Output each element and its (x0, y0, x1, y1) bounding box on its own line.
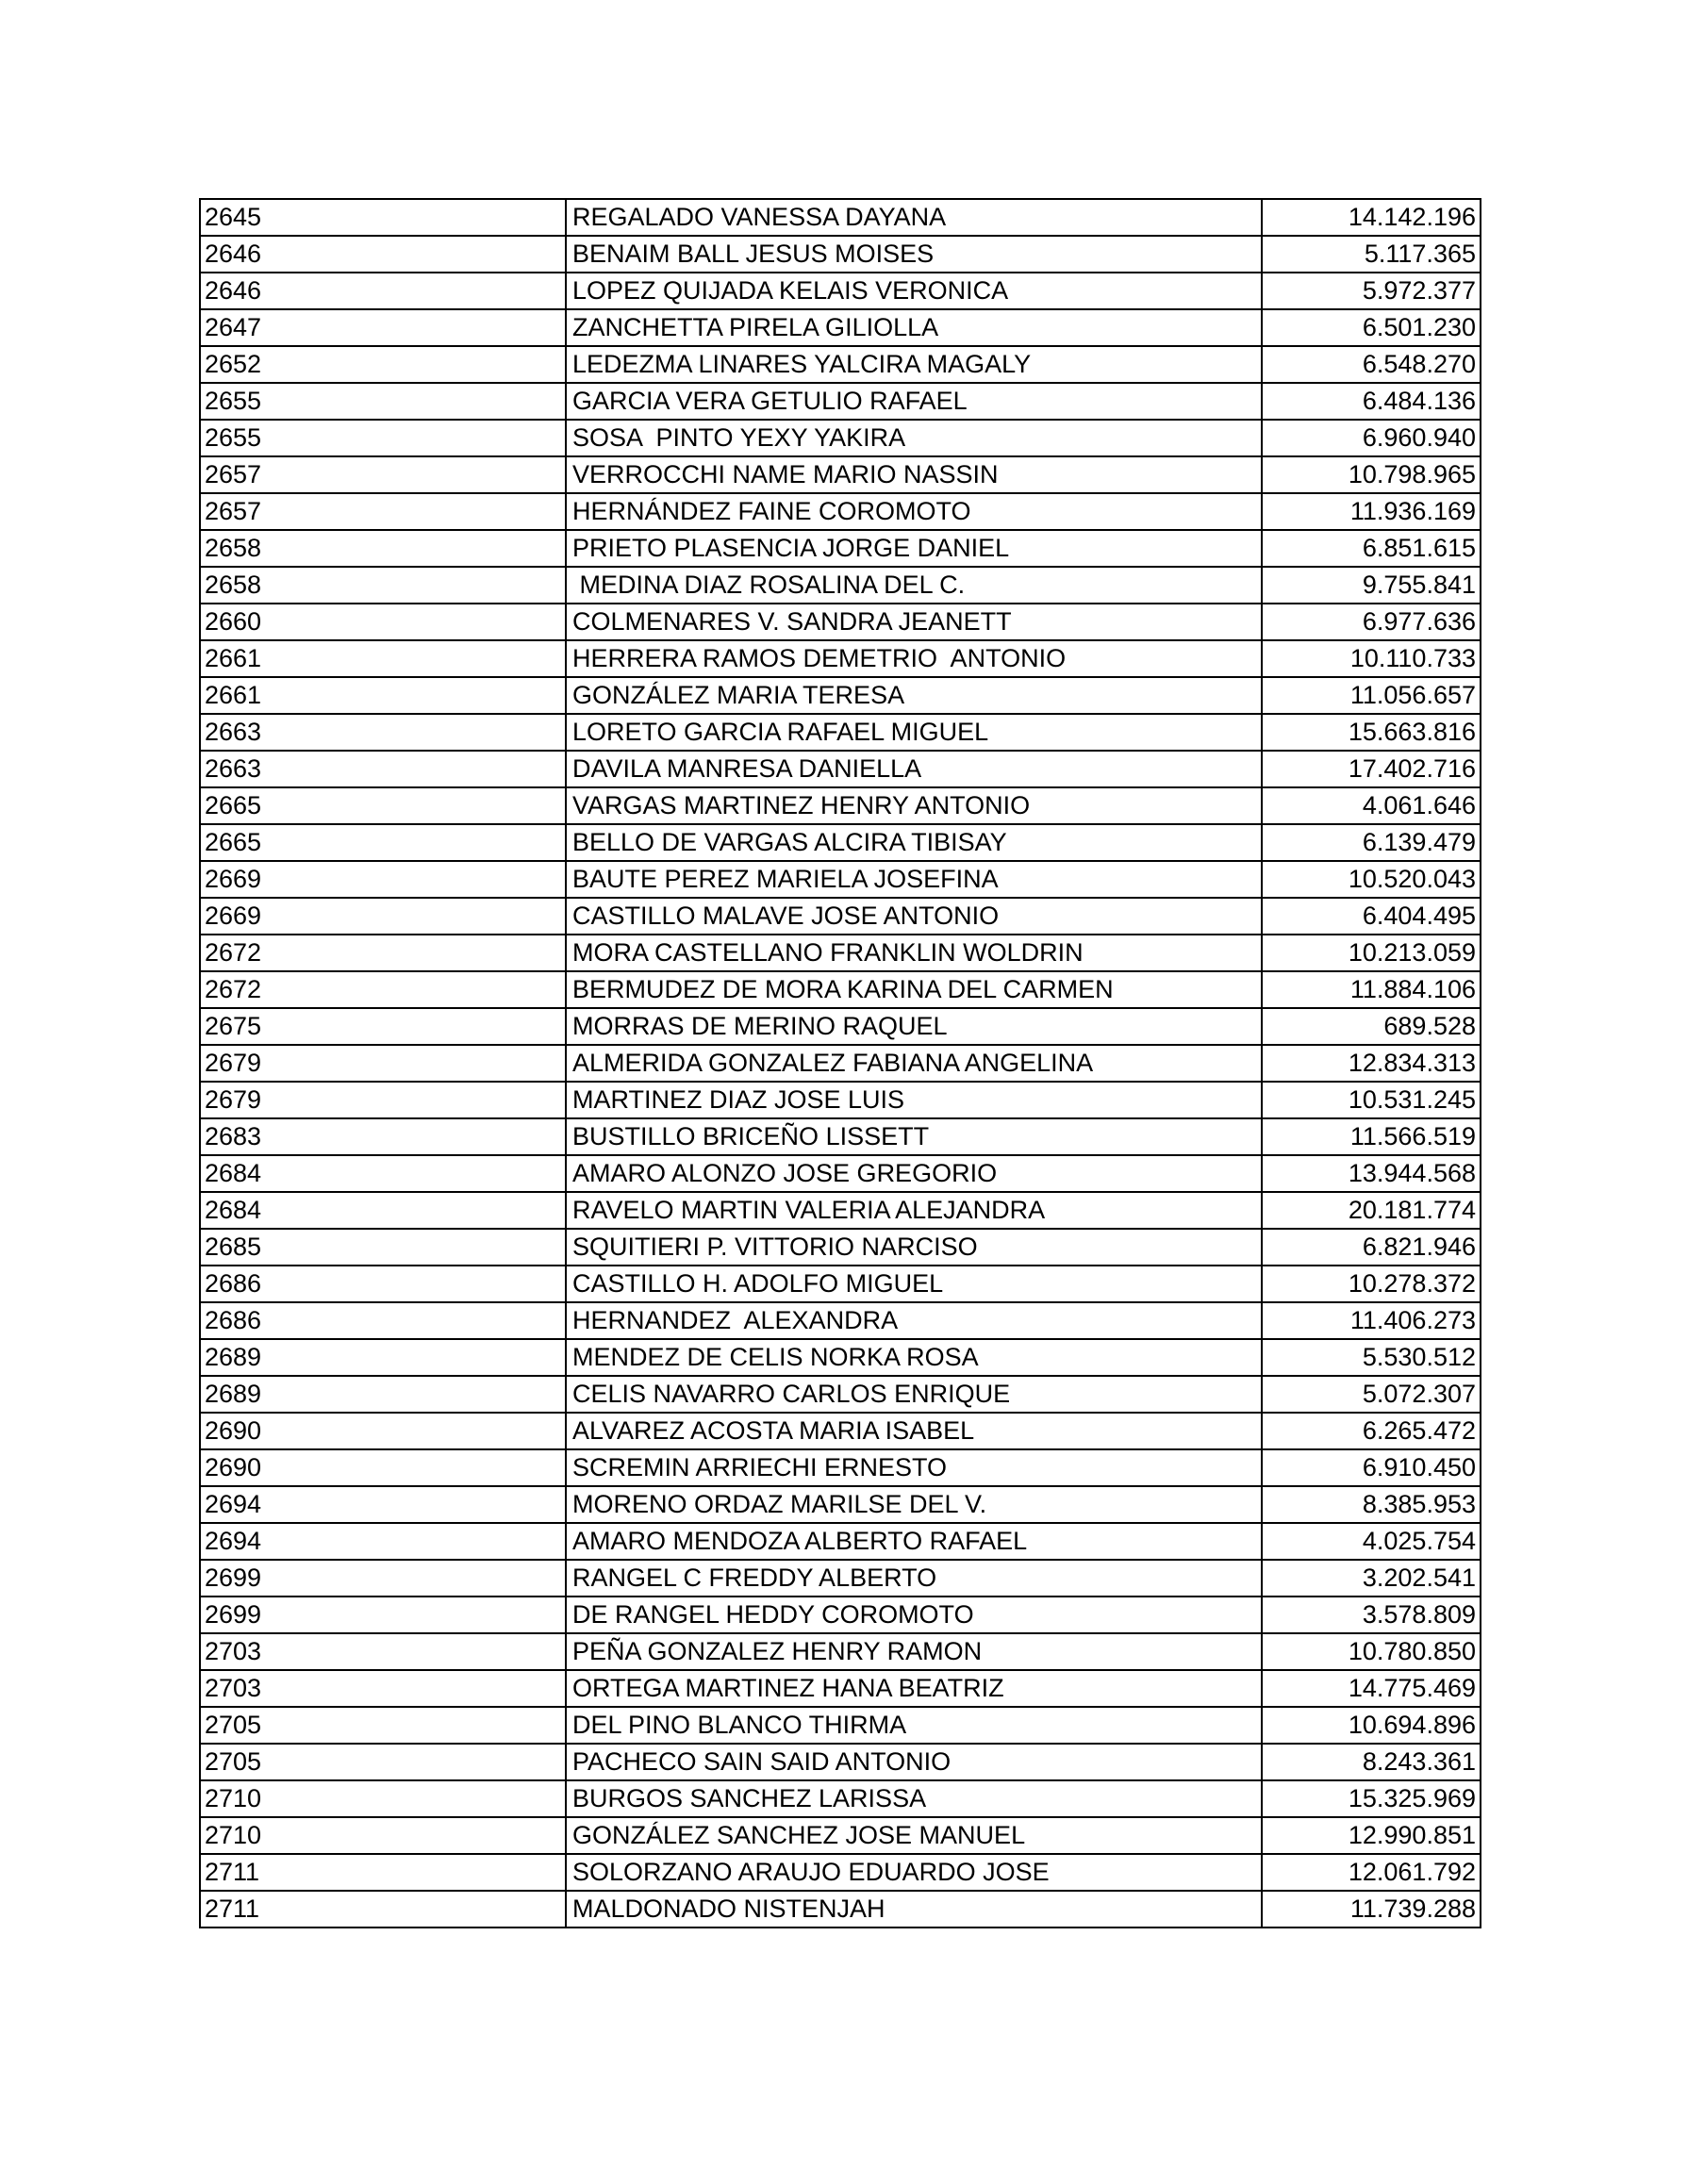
name-cell: SCREMIN ARRIECHI ERNESTO (566, 1449, 1262, 1486)
code-cell: 2645 (200, 199, 566, 236)
name-cell: MEDINA DIAZ ROSALINA DEL C. (566, 567, 1262, 604)
amount-cell: 8.385.953 (1262, 1486, 1481, 1523)
name-cell: COLMENARES V. SANDRA JEANETT (566, 604, 1262, 640)
name-cell: CELIS NAVARRO CARLOS ENRIQUE (566, 1376, 1262, 1413)
code-cell: 2710 (200, 1780, 566, 1817)
data-table (199, 198, 1481, 1928)
name-cell: SOSA PINTO YEXY YAKIRA (566, 420, 1262, 456)
name-cell: PRIETO PLASENCIA JORGE DANIEL (566, 530, 1262, 567)
code-cell: 2686 (200, 1302, 566, 1339)
name-cell: DEL PINO BLANCO THIRMA (566, 1707, 1262, 1744)
code-cell: 2663 (200, 751, 566, 787)
table-row (200, 273, 1481, 309)
table-row (200, 787, 1481, 824)
amount-cell: 6.977.636 (1262, 604, 1481, 640)
name-cell: LOPEZ QUIJADA KELAIS VERONICA (566, 273, 1262, 309)
name-cell: BAUTE PEREZ MARIELA JOSEFINA (566, 861, 1262, 898)
amount-cell: 15.325.969 (1262, 1780, 1481, 1817)
name-cell: ZANCHETTA PIRELA GILIOLLA (566, 309, 1262, 346)
code-cell: 2683 (200, 1118, 566, 1155)
amount-cell: 6.821.946 (1262, 1229, 1481, 1266)
table-row (200, 714, 1481, 751)
table-row (200, 1045, 1481, 1082)
amount-cell: 4.025.754 (1262, 1523, 1481, 1560)
amount-cell: 8.243.361 (1262, 1744, 1481, 1780)
amount-cell: 9.755.841 (1262, 567, 1481, 604)
name-cell: BENAIM BALL JESUS MOISES (566, 236, 1262, 273)
table-row (200, 1707, 1481, 1744)
amount-cell: 15.663.816 (1262, 714, 1481, 751)
table-row (200, 1817, 1481, 1854)
table-row (200, 346, 1481, 383)
table-row (200, 567, 1481, 604)
amount-cell: 6.851.615 (1262, 530, 1481, 567)
table-row (200, 456, 1481, 493)
table-row (200, 199, 1481, 236)
table-row (200, 1302, 1481, 1339)
code-cell: 2684 (200, 1155, 566, 1192)
name-cell: VARGAS MARTINEZ HENRY ANTONIO (566, 787, 1262, 824)
name-cell: GONZÁLEZ MARIA TERESA (566, 677, 1262, 714)
code-cell: 2661 (200, 677, 566, 714)
name-cell: MENDEZ DE CELIS NORKA ROSA (566, 1339, 1262, 1376)
table-row (200, 1155, 1481, 1192)
code-cell: 2647 (200, 309, 566, 346)
code-cell: 2689 (200, 1376, 566, 1413)
name-cell: HERNÁNDEZ FAINE COROMOTO (566, 493, 1262, 530)
amount-cell: 10.110.733 (1262, 640, 1481, 677)
amount-cell: 11.739.288 (1262, 1891, 1481, 1928)
amount-cell: 6.501.230 (1262, 309, 1481, 346)
table-row (200, 1376, 1481, 1413)
amount-cell: 5.072.307 (1262, 1376, 1481, 1413)
code-cell: 2657 (200, 456, 566, 493)
code-cell: 2669 (200, 861, 566, 898)
amount-cell: 10.798.965 (1262, 456, 1481, 493)
code-cell: 2703 (200, 1633, 566, 1670)
amount-cell: 11.056.657 (1262, 677, 1481, 714)
code-cell: 2694 (200, 1523, 566, 1560)
code-cell: 2710 (200, 1817, 566, 1854)
table-row (200, 898, 1481, 935)
amount-cell: 6.139.479 (1262, 824, 1481, 861)
code-cell: 2665 (200, 787, 566, 824)
table-row (200, 420, 1481, 456)
table-row (200, 751, 1481, 787)
name-cell: ORTEGA MARTINEZ HANA BEATRIZ (566, 1670, 1262, 1707)
name-cell: RANGEL C FREDDY ALBERTO (566, 1560, 1262, 1597)
name-cell: PEÑA GONZALEZ HENRY RAMON (566, 1633, 1262, 1670)
amount-cell: 10.694.896 (1262, 1707, 1481, 1744)
table-row (200, 935, 1481, 971)
name-cell: CASTILLO H. ADOLFO MIGUEL (566, 1266, 1262, 1302)
name-cell: HERNANDEZ ALEXANDRA (566, 1302, 1262, 1339)
code-cell: 2661 (200, 640, 566, 677)
code-cell: 2658 (200, 567, 566, 604)
name-cell: LEDEZMA LINARES YALCIRA MAGALY (566, 346, 1262, 383)
name-cell: ALVAREZ ACOSTA MARIA ISABEL (566, 1413, 1262, 1449)
code-cell: 2672 (200, 971, 566, 1008)
amount-cell: 6.548.270 (1262, 346, 1481, 383)
amount-cell: 17.402.716 (1262, 751, 1481, 787)
code-cell: 2699 (200, 1560, 566, 1597)
name-cell: GONZÁLEZ SANCHEZ JOSE MANUEL (566, 1817, 1262, 1854)
name-cell: ALMERIDA GONZALEZ FABIANA ANGELINA (566, 1045, 1262, 1082)
table-row (200, 1744, 1481, 1780)
amount-cell: 6.404.495 (1262, 898, 1481, 935)
table-row (200, 1192, 1481, 1229)
amount-cell: 11.566.519 (1262, 1118, 1481, 1155)
amount-cell: 11.406.273 (1262, 1302, 1481, 1339)
amount-cell: 5.972.377 (1262, 273, 1481, 309)
name-cell: MALDONADO NISTENJAH (566, 1891, 1262, 1928)
name-cell: REGALADO VANESSA DAYANA (566, 199, 1262, 236)
table-body (200, 199, 1481, 1928)
amount-cell: 14.142.196 (1262, 199, 1481, 236)
table-row (200, 1008, 1481, 1045)
code-cell: 2657 (200, 493, 566, 530)
code-cell: 2699 (200, 1597, 566, 1633)
code-cell: 2675 (200, 1008, 566, 1045)
table-row (200, 640, 1481, 677)
table-row (200, 1523, 1481, 1560)
amount-cell: 689.528 (1262, 1008, 1481, 1045)
table-row (200, 971, 1481, 1008)
table-row (200, 604, 1481, 640)
code-cell: 2646 (200, 273, 566, 309)
table-row (200, 309, 1481, 346)
table-row (200, 1486, 1481, 1523)
table-row (200, 236, 1481, 273)
amount-cell: 12.061.792 (1262, 1854, 1481, 1891)
code-cell: 2672 (200, 935, 566, 971)
amount-cell: 3.202.541 (1262, 1560, 1481, 1597)
table-row (200, 1670, 1481, 1707)
code-cell: 2655 (200, 420, 566, 456)
table-row (200, 1229, 1481, 1266)
table-row (200, 1339, 1481, 1376)
amount-cell: 12.990.851 (1262, 1817, 1481, 1854)
name-cell: MORA CASTELLANO FRANKLIN WOLDRIN (566, 935, 1262, 971)
amount-cell: 6.265.472 (1262, 1413, 1481, 1449)
name-cell: MORRAS DE MERINO RAQUEL (566, 1008, 1262, 1045)
code-cell: 2711 (200, 1854, 566, 1891)
name-cell: VERROCCHI NAME MARIO NASSIN (566, 456, 1262, 493)
code-cell: 2658 (200, 530, 566, 567)
table-row (200, 677, 1481, 714)
name-cell: HERRERA RAMOS DEMETRIO ANTONIO (566, 640, 1262, 677)
table-row (200, 1266, 1481, 1302)
table-row (200, 493, 1481, 530)
name-cell: GARCIA VERA GETULIO RAFAEL (566, 383, 1262, 420)
table-row (200, 383, 1481, 420)
code-cell: 2660 (200, 604, 566, 640)
name-cell: BERMUDEZ DE MORA KARINA DEL CARMEN (566, 971, 1262, 1008)
table-row (200, 1597, 1481, 1633)
code-cell: 2686 (200, 1266, 566, 1302)
amount-cell: 12.834.313 (1262, 1045, 1481, 1082)
table-row (200, 1633, 1481, 1670)
name-cell: LORETO GARCIA RAFAEL MIGUEL (566, 714, 1262, 751)
name-cell: BELLO DE VARGAS ALCIRA TIBISAY (566, 824, 1262, 861)
code-cell: 2669 (200, 898, 566, 935)
name-cell: SOLORZANO ARAUJO EDUARDO JOSE (566, 1854, 1262, 1891)
amount-cell: 6.960.940 (1262, 420, 1481, 456)
code-cell: 2711 (200, 1891, 566, 1928)
table-row (200, 824, 1481, 861)
amount-cell: 10.520.043 (1262, 861, 1481, 898)
table-row (200, 530, 1481, 567)
code-cell: 2705 (200, 1744, 566, 1780)
code-cell: 2690 (200, 1413, 566, 1449)
name-cell: BURGOS SANCHEZ LARISSA (566, 1780, 1262, 1817)
amount-cell: 10.531.245 (1262, 1082, 1481, 1118)
name-cell: DE RANGEL HEDDY COROMOTO (566, 1597, 1262, 1633)
table-row (200, 1118, 1481, 1155)
amount-cell: 11.884.106 (1262, 971, 1481, 1008)
amount-cell: 4.061.646 (1262, 787, 1481, 824)
name-cell: SQUITIERI P. VITTORIO NARCISO (566, 1229, 1262, 1266)
table-row (200, 1413, 1481, 1449)
amount-cell: 14.775.469 (1262, 1670, 1481, 1707)
code-cell: 2655 (200, 383, 566, 420)
amount-cell: 20.181.774 (1262, 1192, 1481, 1229)
name-cell: AMARO ALONZO JOSE GREGORIO (566, 1155, 1262, 1192)
table-row (200, 861, 1481, 898)
name-cell: PACHECO SAIN SAID ANTONIO (566, 1744, 1262, 1780)
amount-cell: 10.780.850 (1262, 1633, 1481, 1670)
code-cell: 2689 (200, 1339, 566, 1376)
amount-cell: 6.910.450 (1262, 1449, 1481, 1486)
name-cell: DAVILA MANRESA DANIELLA (566, 751, 1262, 787)
code-cell: 2665 (200, 824, 566, 861)
amount-cell: 3.578.809 (1262, 1597, 1481, 1633)
amount-cell: 5.117.365 (1262, 236, 1481, 273)
code-cell: 2685 (200, 1229, 566, 1266)
table-row (200, 1854, 1481, 1891)
table-row (200, 1891, 1481, 1928)
amount-cell: 11.936.169 (1262, 493, 1481, 530)
code-cell: 2703 (200, 1670, 566, 1707)
code-cell: 2663 (200, 714, 566, 751)
name-cell: MARTINEZ DIAZ JOSE LUIS (566, 1082, 1262, 1118)
name-cell: BUSTILLO BRICEÑO LISSETT (566, 1118, 1262, 1155)
table-row (200, 1082, 1481, 1118)
code-cell: 2652 (200, 346, 566, 383)
code-cell: 2694 (200, 1486, 566, 1523)
code-cell: 2684 (200, 1192, 566, 1229)
amount-cell: 10.278.372 (1262, 1266, 1481, 1302)
table-row (200, 1560, 1481, 1597)
name-cell: RAVELO MARTIN VALERIA ALEJANDRA (566, 1192, 1262, 1229)
code-cell: 2646 (200, 236, 566, 273)
code-cell: 2679 (200, 1045, 566, 1082)
code-cell: 2705 (200, 1707, 566, 1744)
amount-cell: 10.213.059 (1262, 935, 1481, 971)
amount-cell: 6.484.136 (1262, 383, 1481, 420)
name-cell: CASTILLO MALAVE JOSE ANTONIO (566, 898, 1262, 935)
amount-cell: 5.530.512 (1262, 1339, 1481, 1376)
code-cell: 2679 (200, 1082, 566, 1118)
name-cell: AMARO MENDOZA ALBERTO RAFAEL (566, 1523, 1262, 1560)
amount-cell: 13.944.568 (1262, 1155, 1481, 1192)
name-cell: MORENO ORDAZ MARILSE DEL V. (566, 1486, 1262, 1523)
code-cell: 2690 (200, 1449, 566, 1486)
table-row (200, 1780, 1481, 1817)
table-row (200, 1449, 1481, 1486)
